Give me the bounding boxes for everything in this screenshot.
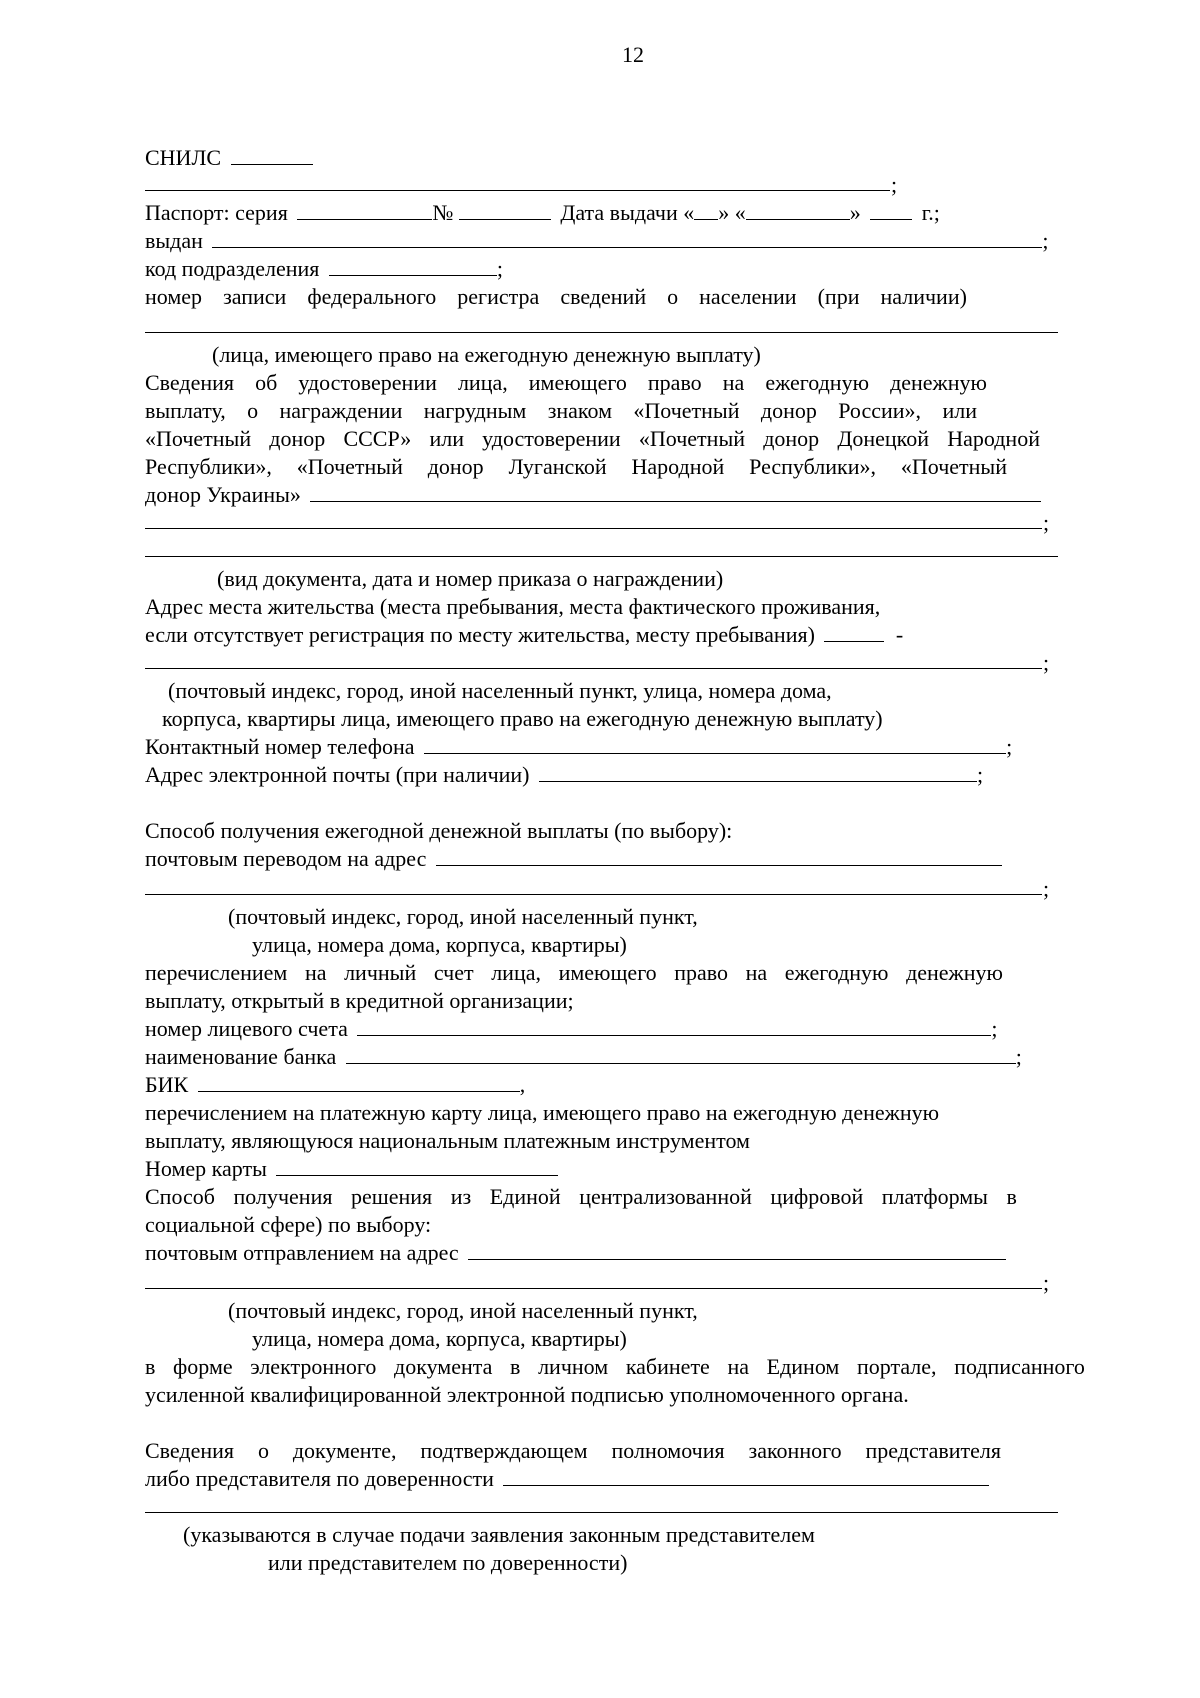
passport-series-label: Паспорт: серия	[145, 200, 288, 225]
caption-postal1: (почтовый индекс, город, иной населенный пункт,	[228, 904, 698, 929]
semicolon: ;	[891, 172, 898, 197]
word: сведений	[560, 284, 647, 309]
word: населении	[699, 284, 797, 309]
word: Способ	[145, 1184, 215, 1209]
word: нагрудным	[423, 398, 527, 423]
word: платформы	[881, 1184, 988, 1209]
semicolon: ;	[1042, 228, 1049, 253]
address-field-start[interactable]	[824, 624, 884, 642]
word: в	[510, 1354, 521, 1379]
word: Республики»,	[749, 454, 876, 479]
bank-name-field[interactable]	[346, 1046, 1016, 1064]
word: документе,	[292, 1438, 397, 1463]
word: цифровой	[770, 1184, 864, 1209]
word: номер	[145, 284, 203, 309]
address-field[interactable]	[145, 668, 1042, 669]
register-line	[145, 284, 967, 310]
word: полномочия	[611, 1438, 725, 1463]
passport-quote-end: »	[849, 200, 861, 225]
postal-transfer-row	[145, 846, 1002, 872]
semicolon: ;	[496, 256, 504, 281]
representative-line2-row	[145, 1466, 989, 1492]
word: ежегодную	[765, 370, 870, 395]
word: знаком	[547, 398, 612, 423]
word: получения	[233, 1184, 333, 1209]
postal-transfer-label: почтовым переводом на адрес	[145, 846, 427, 871]
word: в	[1006, 1184, 1017, 1209]
word: об	[255, 370, 278, 395]
word: портале,	[856, 1354, 937, 1379]
word: лица,	[457, 370, 508, 395]
word: имеющего	[558, 960, 657, 985]
caption-postal2: улица, номера дома, корпуса, квартиры)	[252, 932, 627, 957]
page-number: 12	[622, 42, 644, 67]
passport-date-label: Дата выдачи «	[560, 200, 695, 225]
word: Сведения	[145, 370, 235, 395]
electronic-line1	[145, 1354, 1085, 1380]
phone-row	[145, 734, 1012, 760]
word: централизованной	[579, 1184, 752, 1209]
bank-name-label: наименование банка	[145, 1044, 337, 1069]
payment-method-label: Способ получения ежегодной денежной выплаты (по выбору):	[145, 818, 733, 843]
word: донор	[763, 426, 820, 451]
word: наличии)	[880, 284, 967, 309]
word: удостоверении	[298, 370, 437, 395]
semicolon: ;	[977, 762, 984, 787]
word: решения	[351, 1184, 433, 1209]
issued-label: выдан	[145, 228, 203, 253]
word: выплату,	[145, 398, 226, 423]
semicolon: ;	[1043, 876, 1050, 901]
semicolon: ;	[1006, 734, 1013, 759]
certificate-line	[145, 426, 1040, 452]
certificate-line	[145, 370, 987, 396]
snils-label: СНИЛС	[145, 145, 222, 170]
caption-address1: (почтовый индекс, город, иной населенный пункт, улица, номера дома,	[168, 678, 832, 703]
address-line1: Адрес места жительства (места пребывания, места фактического проживания,	[145, 594, 881, 619]
decision-line2: социальной сфере) по выбору:	[145, 1212, 432, 1237]
word: перечислением	[145, 960, 288, 985]
card-number-field[interactable]	[276, 1158, 558, 1176]
word: на	[722, 370, 745, 395]
snils-field[interactable]	[231, 147, 313, 165]
caption-postal4: улица, номера дома, корпуса, квартиры)	[252, 1326, 627, 1351]
postal-transfer-field-line2[interactable]	[145, 894, 1042, 895]
word: счет	[433, 960, 474, 985]
account-number-row	[145, 1016, 997, 1042]
division-field[interactable]	[329, 258, 497, 276]
word: личном	[538, 1354, 609, 1379]
phone-field[interactable]	[424, 736, 1006, 754]
caption-address2: корпуса, квартиры лица, имеющего право на ежегодную денежную выплату)	[162, 706, 883, 731]
account-line2: выплату, открытый в кредитной организации;	[145, 988, 574, 1013]
donor-ukraine-label: донор Украины»	[145, 482, 301, 507]
passport-year-suffix: г.;	[921, 200, 940, 225]
passport-year-field[interactable]	[870, 202, 912, 220]
word: документа	[394, 1354, 493, 1379]
word: подписанного	[954, 1354, 1085, 1379]
address-line2: если отсутствует регистрация по месту жительства, месту пребывания)	[145, 622, 815, 647]
electronic-line2: усиленной квалифицированной электронной подписью уполномоченного органа.	[145, 1382, 909, 1407]
word: Народной	[947, 426, 1040, 451]
word: СССР»	[343, 426, 412, 451]
semicolon: ;	[991, 1016, 998, 1041]
card-line1: перечислением на платежную карту лица, имеющего право на ежегодную денежную	[145, 1100, 940, 1125]
bank-name-row	[145, 1044, 1022, 1070]
passport-number-field[interactable]	[459, 202, 551, 220]
word: донор	[760, 398, 817, 423]
word: кабинете	[625, 1354, 710, 1379]
word: о	[257, 1438, 269, 1463]
account-number-label: номер лицевого счета	[145, 1016, 348, 1041]
bik-row	[145, 1072, 525, 1098]
word: из	[450, 1184, 472, 1209]
snils-row	[145, 145, 313, 171]
word: на	[745, 960, 768, 985]
semicolon: ;	[1015, 1044, 1022, 1069]
register-field[interactable]	[145, 332, 1058, 333]
semicolon: ;	[1043, 510, 1050, 535]
word: «Почетный	[900, 454, 1007, 479]
award-field-line2[interactable]	[145, 528, 1042, 529]
word: законного	[748, 1438, 842, 1463]
passport-day-field[interactable]	[694, 202, 718, 220]
word: записи	[223, 284, 287, 309]
address-dash: -	[895, 622, 904, 647]
passport-series-field[interactable]	[297, 202, 432, 220]
email-row	[145, 762, 983, 788]
word: или	[942, 398, 977, 423]
representative-line1	[145, 1438, 1001, 1464]
word: Сведения	[145, 1438, 235, 1463]
donor-ukraine-row	[145, 482, 1041, 508]
caption-award: (вид документа, дата и номер приказа о награждении)	[217, 566, 724, 591]
caption-person: (лица, имеющего право на ежегодную денежную выплату)	[212, 342, 761, 367]
award-field[interactable]	[310, 484, 1041, 502]
word: федерального	[307, 284, 437, 309]
word: о	[247, 398, 259, 423]
postal-mail-field-line2[interactable]	[145, 1288, 1042, 1289]
issued-row	[145, 228, 1049, 254]
word: «Почетный	[145, 426, 252, 451]
word: право	[647, 370, 702, 395]
postal-mail-row	[145, 1240, 1006, 1266]
card-number-row	[145, 1156, 558, 1182]
semicolon: ;	[1043, 1270, 1050, 1295]
word: подтверждающем	[420, 1438, 588, 1463]
word: удостоверении	[482, 426, 621, 451]
word: Донецкой	[837, 426, 930, 451]
representative-field[interactable]	[503, 1468, 989, 1486]
account-number-field[interactable]	[357, 1018, 991, 1036]
issued-field[interactable]	[212, 230, 1042, 248]
word: Единой	[489, 1184, 561, 1209]
phone-label: Контактный номер телефона	[145, 734, 415, 759]
passport-month-field[interactable]	[746, 202, 850, 220]
word: имеющего	[528, 370, 627, 395]
word: Едином	[766, 1354, 840, 1379]
word: в	[145, 1354, 156, 1379]
snils-field-continued[interactable]	[145, 190, 890, 191]
certificate-line	[145, 398, 977, 424]
word: личный	[344, 960, 417, 985]
word: или	[429, 426, 464, 451]
word: форме	[173, 1354, 233, 1379]
word: России»,	[838, 398, 922, 423]
semicolon: ;	[1043, 650, 1050, 675]
decision-line1	[145, 1184, 1017, 1210]
word: донор	[269, 426, 326, 451]
word: Народной	[631, 454, 725, 479]
account-line1	[145, 960, 1003, 986]
word: Луганской	[508, 454, 607, 479]
email-field[interactable]	[539, 764, 977, 782]
word: денежную	[890, 370, 987, 395]
representative-field-line2[interactable]	[145, 1512, 1058, 1513]
passport-row	[145, 200, 940, 226]
word: ежегодную	[784, 960, 889, 985]
word: на	[727, 1354, 750, 1379]
card-line2: выплату, являющуюся национальным платежным инструментом	[145, 1128, 750, 1153]
bik-field[interactable]	[198, 1074, 520, 1092]
word: «Почетный	[633, 398, 740, 423]
division-row	[145, 256, 503, 282]
address-line2-row	[145, 622, 903, 648]
passport-quote-mid: » «	[718, 200, 746, 225]
word: донор	[427, 454, 484, 479]
bik-label: БИК	[145, 1072, 189, 1097]
word: регистра	[457, 284, 540, 309]
word: (при	[817, 284, 860, 309]
award-field-line3[interactable]	[145, 556, 1058, 557]
postal-mail-label: почтовым отправлением на адрес	[145, 1240, 459, 1265]
passport-number-sign: №	[432, 200, 454, 225]
word: право	[674, 960, 729, 985]
word: «Почетный	[638, 426, 745, 451]
word: на	[304, 960, 327, 985]
comma: ,	[519, 1072, 526, 1097]
caption-postal3: (почтовый индекс, город, иной населенный пункт,	[228, 1298, 698, 1323]
email-label: Адрес электронной почты (при наличии)	[145, 762, 530, 787]
word: представителя	[865, 1438, 1001, 1463]
postal-transfer-field[interactable]	[436, 848, 1002, 866]
card-number-label: Номер карты	[145, 1156, 267, 1181]
word: денежную	[906, 960, 1003, 985]
division-label: код подразделения	[145, 256, 320, 281]
word: Республики»,	[145, 454, 272, 479]
word: лица,	[491, 960, 541, 985]
certificate-line	[145, 454, 1007, 480]
word: о	[667, 284, 679, 309]
postal-mail-field[interactable]	[468, 1242, 1006, 1260]
representative-line2: либо представителя по доверенности	[145, 1466, 494, 1491]
caption-rep2: или представителем по доверенности)	[268, 1550, 628, 1575]
word: электронного	[250, 1354, 377, 1379]
word: «Почетный	[296, 454, 403, 479]
word: награждении	[279, 398, 403, 423]
caption-rep1: (указываются в случае подачи заявления законным представителем	[183, 1522, 815, 1547]
